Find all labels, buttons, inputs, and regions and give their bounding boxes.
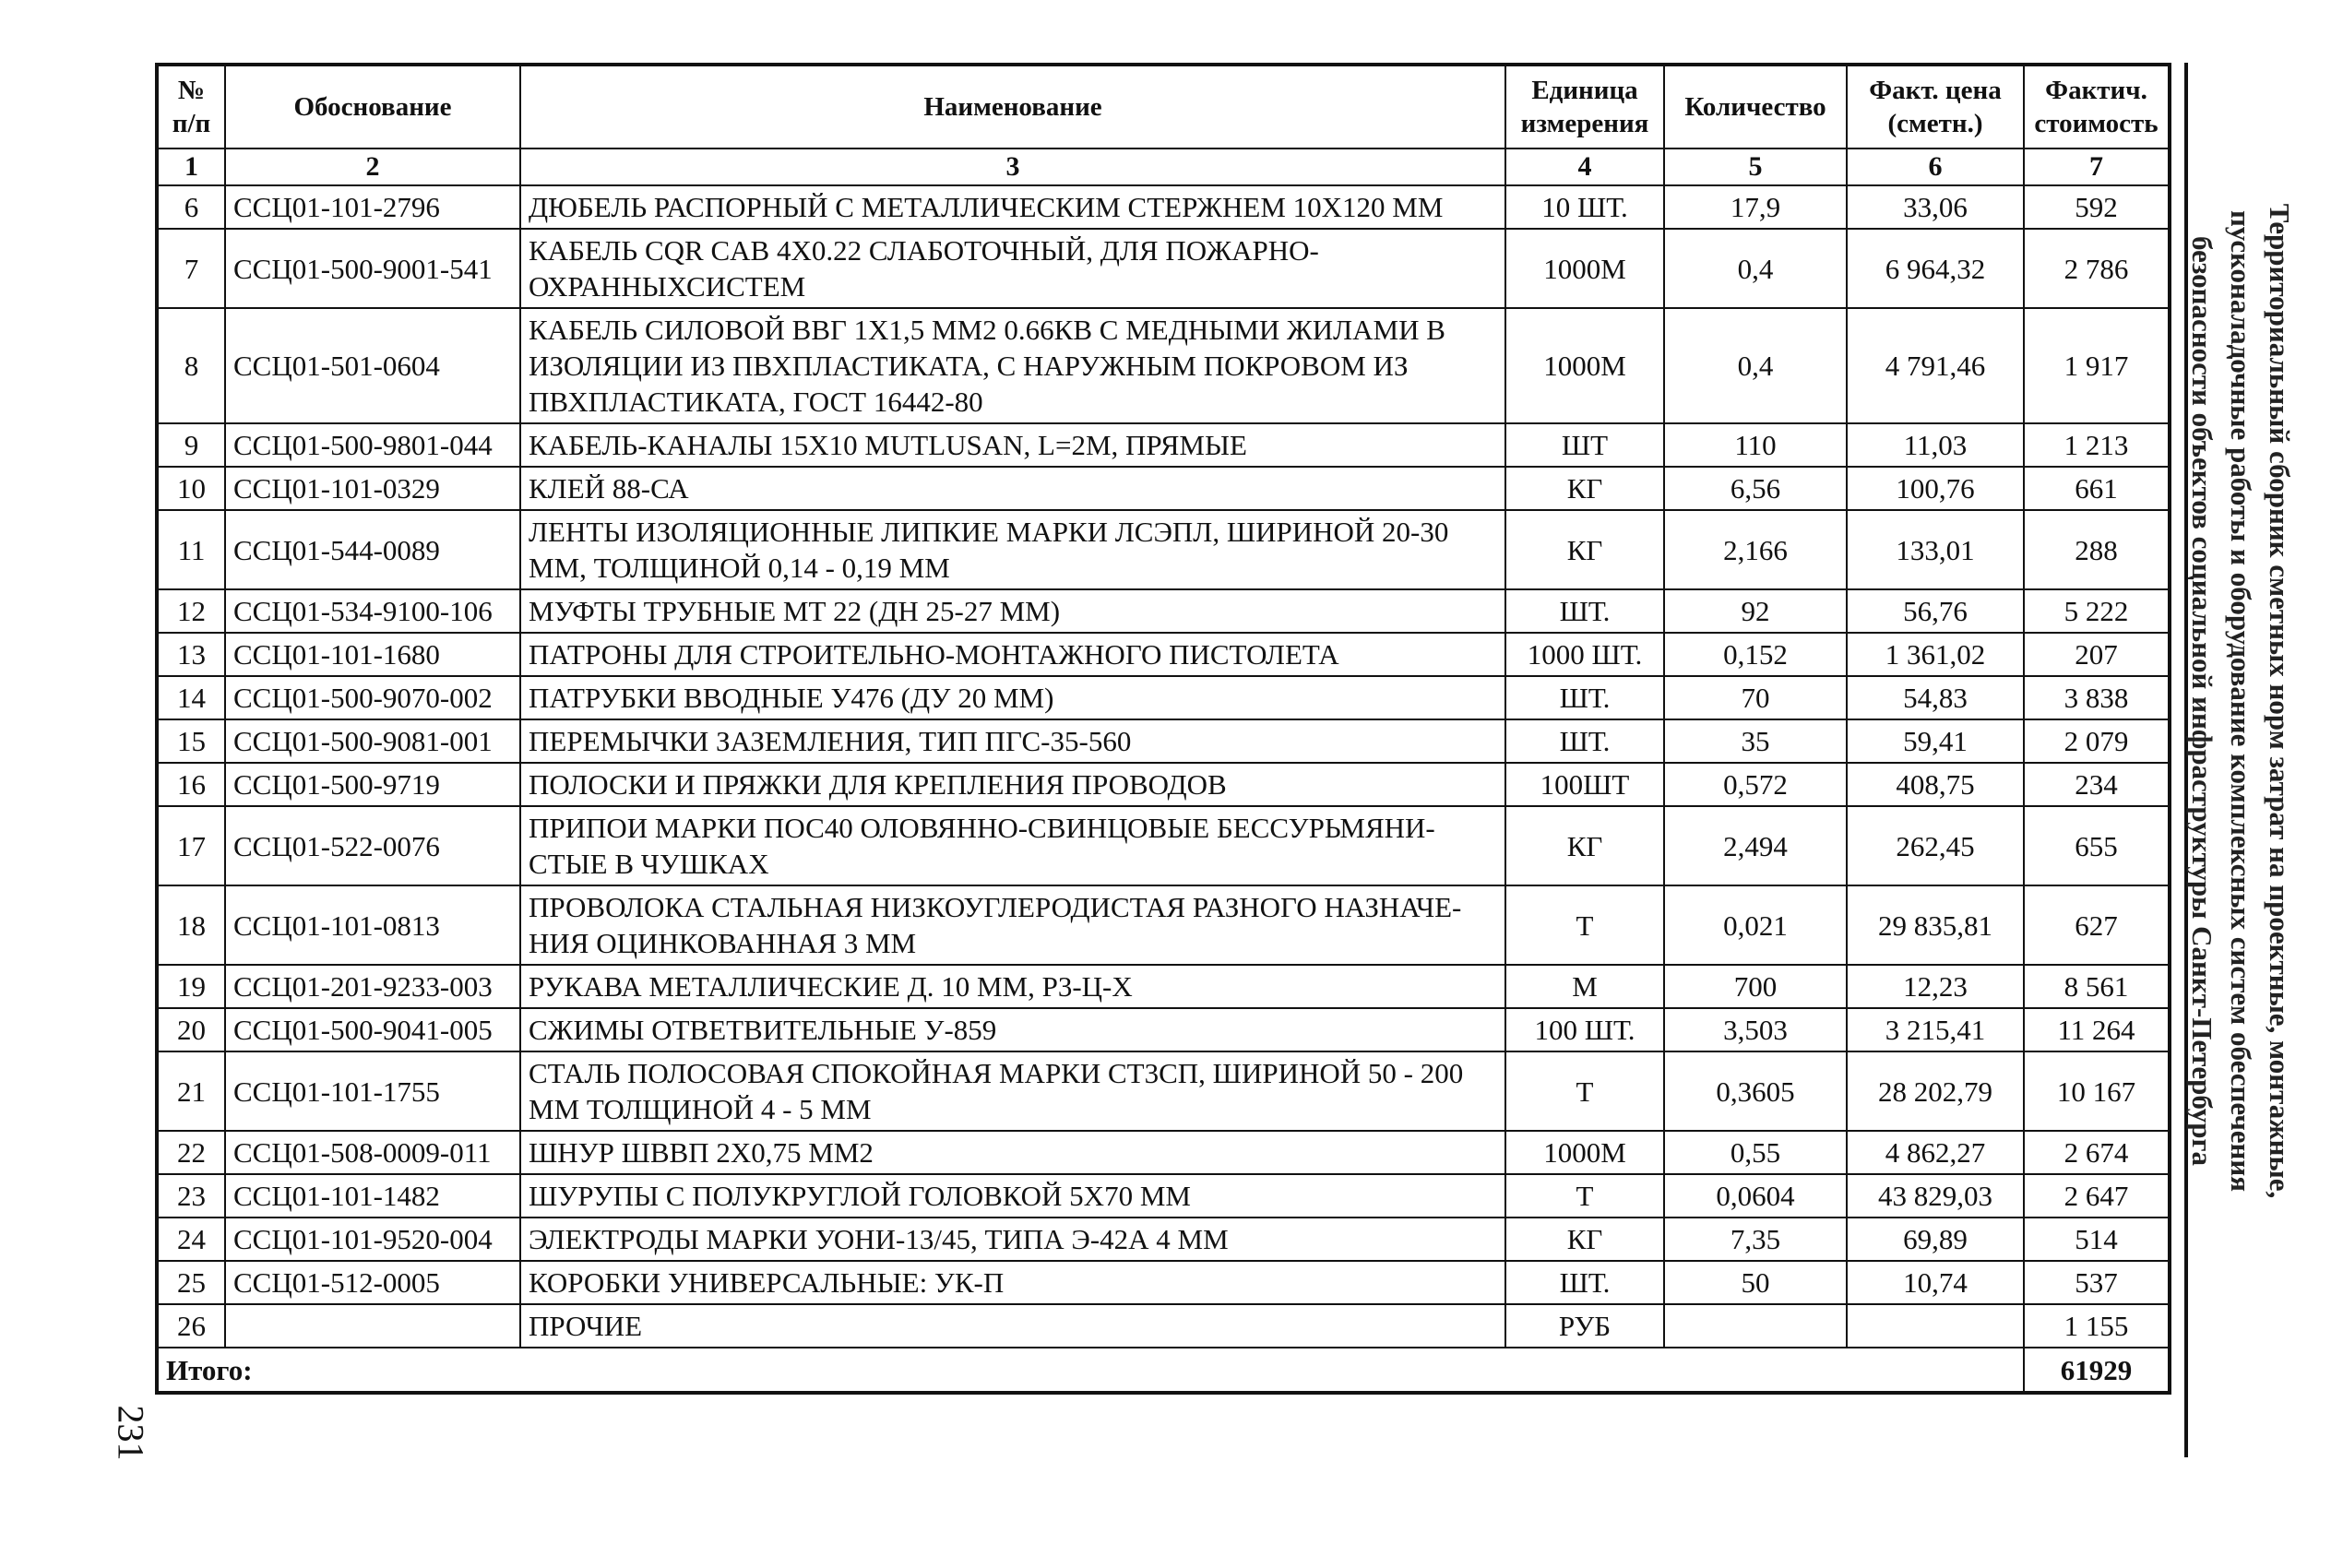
row-name: ПРИПОИ МАРКИ ПОС40 ОЛОВЯННО-СВИНЦОВЫЕ БЕССУРЬМЯНИ-СТЫЕ В ЧУШКАХ [520, 806, 1505, 885]
table-row [157, 1218, 2170, 1261]
row-code: ССЦ01-508-0009-011 [225, 1131, 520, 1174]
row-name: ШУРУПЫ С ПОЛУКРУГЛОЙ ГОЛОВКОЙ 5Х70 ММ [520, 1174, 1505, 1218]
row-cost: 10 167 [2024, 1051, 2170, 1131]
row-code: ССЦ01-544-0089 [225, 510, 520, 589]
row-quantity: 7,35 [1664, 1218, 1847, 1261]
table-row [157, 1304, 2170, 1348]
row-price: 11,03 [1847, 423, 2024, 467]
row-quantity: 0,55 [1664, 1131, 1847, 1174]
table-row [157, 1051, 2170, 1131]
row-number: 10 [157, 467, 225, 510]
row-name: КАБЕЛЬ-КАНАЛЫ 15Х10 MUTLUSAN, L=2М, ПРЯМЫЕ [520, 423, 1505, 467]
row-price: 262,45 [1847, 806, 2024, 885]
row-unit: ШТ [1505, 423, 1664, 467]
row-number: 22 [157, 1131, 225, 1174]
row-price: 10,74 [1847, 1261, 2024, 1304]
row-number: 19 [157, 965, 225, 1008]
row-code: ССЦ01-512-0005 [225, 1261, 520, 1304]
row-code: ССЦ01-101-1755 [225, 1051, 520, 1131]
row-unit: Т [1505, 1051, 1664, 1131]
table-row [157, 1261, 2170, 1304]
row-price: 100,76 [1847, 467, 2024, 510]
header-row [157, 65, 2170, 148]
row-unit: КГ [1505, 510, 1664, 589]
table-row [157, 806, 2170, 885]
row-quantity: 17,9 [1664, 185, 1847, 229]
row-unit: 100ШТ [1505, 763, 1664, 806]
row-number: 20 [157, 1008, 225, 1051]
table-row [157, 229, 2170, 308]
row-code: ССЦ01-101-1680 [225, 633, 520, 676]
row-price: 33,06 [1847, 185, 2024, 229]
row-number: 9 [157, 423, 225, 467]
row-code: ССЦ01-534-9100-106 [225, 589, 520, 633]
row-unit: РУБ [1505, 1304, 1664, 1348]
row-price: 4 862,27 [1847, 1131, 2024, 1174]
table-row [157, 965, 2170, 1008]
row-cost: 537 [2024, 1261, 2170, 1304]
row-quantity: 0,0604 [1664, 1174, 1847, 1218]
row-number: 6 [157, 185, 225, 229]
table-row [157, 185, 2170, 229]
row-price [1847, 1304, 2024, 1348]
row-name: ШНУР ШВВП 2Х0,75 ММ2 [520, 1131, 1505, 1174]
row-name: ПРОВОЛОКА СТАЛЬНАЯ НИЗКОУГЛЕРОДИСТАЯ РАЗНОГО НАЗНАЧЕ-НИЯ ОЦИНКОВАННАЯ 3 ММ [520, 885, 1505, 965]
row-price: 69,89 [1847, 1218, 2024, 1261]
row-quantity: 700 [1664, 965, 1847, 1008]
row-quantity: 50 [1664, 1261, 1847, 1304]
row-cost: 8 561 [2024, 965, 2170, 1008]
total-row [157, 1348, 2170, 1393]
row-code: ССЦ01-522-0076 [225, 806, 520, 885]
row-number: 24 [157, 1218, 225, 1261]
row-code: ССЦ01-500-9801-044 [225, 423, 520, 467]
column-number: 3 [520, 148, 1505, 185]
row-unit: 100 ШТ. [1505, 1008, 1664, 1051]
column-number: 5 [1664, 148, 1847, 185]
row-quantity: 0,4 [1664, 229, 1847, 308]
row-name: ПАТРУБКИ ВВОДНЫЕ У476 (ДУ 20 ММ) [520, 676, 1505, 719]
row-code: ССЦ01-101-0813 [225, 885, 520, 965]
page-number: 231 [110, 1405, 152, 1461]
row-number: 15 [157, 719, 225, 763]
row-unit: Т [1505, 1174, 1664, 1218]
row-number: 17 [157, 806, 225, 885]
row-name: МУФТЫ ТРУБНЫЕ МТ 22 (ДН 25-27 ММ) [520, 589, 1505, 633]
column-number-row [157, 148, 2170, 185]
row-name: КАБЕЛЬ CQR CAB 4Х0.22 СЛАБОТОЧНЫЙ, ДЛЯ ПОЖАРНО-ОХРАННЫХСИСТЕМ [520, 229, 1505, 308]
row-name: ПАТРОНЫ ДЛЯ СТРОИТЕЛЬНО-МОНТАЖНОГО ПИСТОЛЕТА [520, 633, 1505, 676]
materials-table-container [155, 63, 2168, 1395]
row-price: 43 829,03 [1847, 1174, 2024, 1218]
row-cost: 627 [2024, 885, 2170, 965]
row-cost: 207 [2024, 633, 2170, 676]
header-name: Наименование [520, 65, 1505, 148]
row-price: 4 791,46 [1847, 308, 2024, 423]
row-code: ССЦ01-201-9233-003 [225, 965, 520, 1008]
table-row [157, 308, 2170, 423]
row-quantity: 0,3605 [1664, 1051, 1847, 1131]
row-name: СТАЛЬ ПОЛОСОВАЯ СПОКОЙНАЯ МАРКИ СТ3СП, ШИРИНОЙ 50 - 200 ММ ТОЛЩИНОЙ 4 - 5 ММ [520, 1051, 1505, 1131]
table-row [157, 589, 2170, 633]
row-unit: КГ [1505, 467, 1664, 510]
row-cost: 3 838 [2024, 676, 2170, 719]
row-cost: 11 264 [2024, 1008, 2170, 1051]
row-cost: 288 [2024, 510, 2170, 589]
header-price: Факт. цена (сметн.) [1847, 65, 2024, 148]
row-quantity: 35 [1664, 719, 1847, 763]
row-number: 7 [157, 229, 225, 308]
row-price: 3 215,41 [1847, 1008, 2024, 1051]
row-cost: 2 079 [2024, 719, 2170, 763]
row-quantity: 110 [1664, 423, 1847, 467]
row-unit: КГ [1505, 1218, 1664, 1261]
row-cost: 592 [2024, 185, 2170, 229]
row-name: ПОЛОСКИ И ПРЯЖКИ ДЛЯ КРЕПЛЕНИЯ ПРОВОДОВ [520, 763, 1505, 806]
table-row [157, 1008, 2170, 1051]
table-row [157, 510, 2170, 589]
row-quantity [1664, 1304, 1847, 1348]
row-code: ССЦ01-501-0604 [225, 308, 520, 423]
row-name: СЖИМЫ ОТВЕТВИТЕЛЬНЫЕ У-859 [520, 1008, 1505, 1051]
table-row [157, 467, 2170, 510]
row-quantity: 2,494 [1664, 806, 1847, 885]
row-code: ССЦ01-101-9520-004 [225, 1218, 520, 1261]
row-cost: 2 647 [2024, 1174, 2170, 1218]
table-row [157, 423, 2170, 467]
row-number: 26 [157, 1304, 225, 1348]
row-name: РУКАВА МЕТАЛЛИЧЕСКИЕ Д. 10 ММ, Р3-Ц-Х [520, 965, 1505, 1008]
row-name: ДЮБЕЛЬ РАСПОРНЫЙ С МЕТАЛЛИЧЕСКИМ СТЕРЖНЕМ 10Х120 ММ [520, 185, 1505, 229]
table-row [157, 1131, 2170, 1174]
table-row [157, 885, 2170, 965]
row-name: ПЕРЕМЫЧКИ ЗАЗЕМЛЕНИЯ, ТИП ПГС-35-560 [520, 719, 1505, 763]
row-name: КОРОБКИ УНИВЕРСАЛЬНЫЕ: УК-П [520, 1261, 1505, 1304]
column-number: 6 [1847, 148, 2024, 185]
row-cost: 5 222 [2024, 589, 2170, 633]
column-number: 7 [2024, 148, 2170, 185]
row-number: 13 [157, 633, 225, 676]
row-cost: 1 213 [2024, 423, 2170, 467]
row-price: 12,23 [1847, 965, 2024, 1008]
row-price: 59,41 [1847, 719, 2024, 763]
row-unit: Т [1505, 885, 1664, 965]
total-value: 61929 [2024, 1348, 2170, 1393]
side-title: Территориальный сборник сметных норм затрат на проектные, монтажные, пусконаладочные работы и оборудование комплексных систем обеспечения безопасности объектов социальной инфраструктуры Санкт-Петербурга [2186, 203, 2296, 1199]
row-code: ССЦ01-500-9001-541 [225, 229, 520, 308]
row-price: 54,83 [1847, 676, 2024, 719]
row-number: 12 [157, 589, 225, 633]
row-unit: ШТ. [1505, 589, 1664, 633]
row-unit: 10 ШТ. [1505, 185, 1664, 229]
materials-table [155, 63, 2171, 1395]
row-price: 28 202,79 [1847, 1051, 2024, 1131]
header-basis: Обоснование [225, 65, 520, 148]
row-number: 14 [157, 676, 225, 719]
row-number: 23 [157, 1174, 225, 1218]
row-quantity: 0,572 [1664, 763, 1847, 806]
row-code: ССЦ01-500-9081-001 [225, 719, 520, 763]
row-cost: 1 155 [2024, 1304, 2170, 1348]
table-row [157, 719, 2170, 763]
row-unit: ШТ. [1505, 719, 1664, 763]
header-number [157, 65, 225, 148]
row-number: 21 [157, 1051, 225, 1131]
row-code: ССЦ01-101-0329 [225, 467, 520, 510]
row-unit: 1000 ШТ. [1505, 633, 1664, 676]
row-code: ССЦ01-500-9719 [225, 763, 520, 806]
row-unit: ШТ. [1505, 676, 1664, 719]
column-number: 4 [1505, 148, 1664, 185]
row-number: 25 [157, 1261, 225, 1304]
table-row [157, 1174, 2170, 1218]
row-number: 8 [157, 308, 225, 423]
header-cost: Фактич. стоимость [2024, 65, 2170, 148]
row-cost: 661 [2024, 467, 2170, 510]
row-price: 6 964,32 [1847, 229, 2024, 308]
row-name: КЛЕЙ 88-СА [520, 467, 1505, 510]
row-price: 1 361,02 [1847, 633, 2024, 676]
row-code: ССЦ01-500-9070-002 [225, 676, 520, 719]
header-quantity: Количество [1664, 65, 1847, 148]
row-quantity: 3,503 [1664, 1008, 1847, 1051]
row-unit: КГ [1505, 806, 1664, 885]
row-cost: 234 [2024, 763, 2170, 806]
row-quantity: 0,021 [1664, 885, 1847, 965]
row-code [225, 1304, 520, 1348]
total-label: Итого: [157, 1348, 2024, 1393]
row-cost: 2 674 [2024, 1131, 2170, 1174]
row-quantity: 92 [1664, 589, 1847, 633]
row-quantity: 70 [1664, 676, 1847, 719]
row-price: 29 835,81 [1847, 885, 2024, 965]
row-quantity: 6,56 [1664, 467, 1847, 510]
row-code: ССЦ01-500-9041-005 [225, 1008, 520, 1051]
row-name: КАБЕЛЬ СИЛОВОЙ ВВГ 1Х1,5 ММ2 0.66КВ С МЕДНЫМИ ЖИЛАМИ В ИЗОЛЯЦИИ ИЗ ПВХПЛАСТИКАТА, С НАРУЖНЫМ ПОКРОВОМ ИЗ ПВХПЛАСТИКАТА, ГОСТ 16442-80 [520, 308, 1505, 423]
column-number: 1 [157, 148, 225, 185]
row-cost: 514 [2024, 1218, 2170, 1261]
row-quantity: 0,4 [1664, 308, 1847, 423]
row-cost: 1 917 [2024, 308, 2170, 423]
table-row [157, 676, 2170, 719]
row-number: 18 [157, 885, 225, 965]
row-name: ЭЛЕКТРОДЫ МАРКИ УОНИ-13/45, ТИПА Э-42А 4 ММ [520, 1218, 1505, 1261]
row-unit: 1000М [1505, 229, 1664, 308]
row-code: ССЦ01-101-1482 [225, 1174, 520, 1218]
row-unit: 1000М [1505, 308, 1664, 423]
row-price: 408,75 [1847, 763, 2024, 806]
row-price: 133,01 [1847, 510, 2024, 589]
row-cost: 2 786 [2024, 229, 2170, 308]
row-unit: М [1505, 965, 1664, 1008]
table-row [157, 763, 2170, 806]
row-quantity: 2,166 [1664, 510, 1847, 589]
row-code: ССЦ01-101-2796 [225, 185, 520, 229]
row-cost: 655 [2024, 806, 2170, 885]
header-number-label: № п/п [172, 76, 211, 138]
row-name: ЛЕНТЫ ИЗОЛЯЦИОННЫЕ ЛИПКИЕ МАРКИ ЛСЭПЛ, ШИРИНОЙ 20-30 ММ, ТОЛЩИНОЙ 0,14 - 0,19 ММ [520, 510, 1505, 589]
column-number: 2 [225, 148, 520, 185]
header-unit: Единица измерения [1505, 65, 1664, 148]
row-number: 16 [157, 763, 225, 806]
row-name: ПРОЧИЕ [520, 1304, 1505, 1348]
row-number: 11 [157, 510, 225, 589]
row-unit: ШТ. [1505, 1261, 1664, 1304]
row-price: 56,76 [1847, 589, 2024, 633]
row-unit: 1000М [1505, 1131, 1664, 1174]
table-row [157, 633, 2170, 676]
row-quantity: 0,152 [1664, 633, 1847, 676]
